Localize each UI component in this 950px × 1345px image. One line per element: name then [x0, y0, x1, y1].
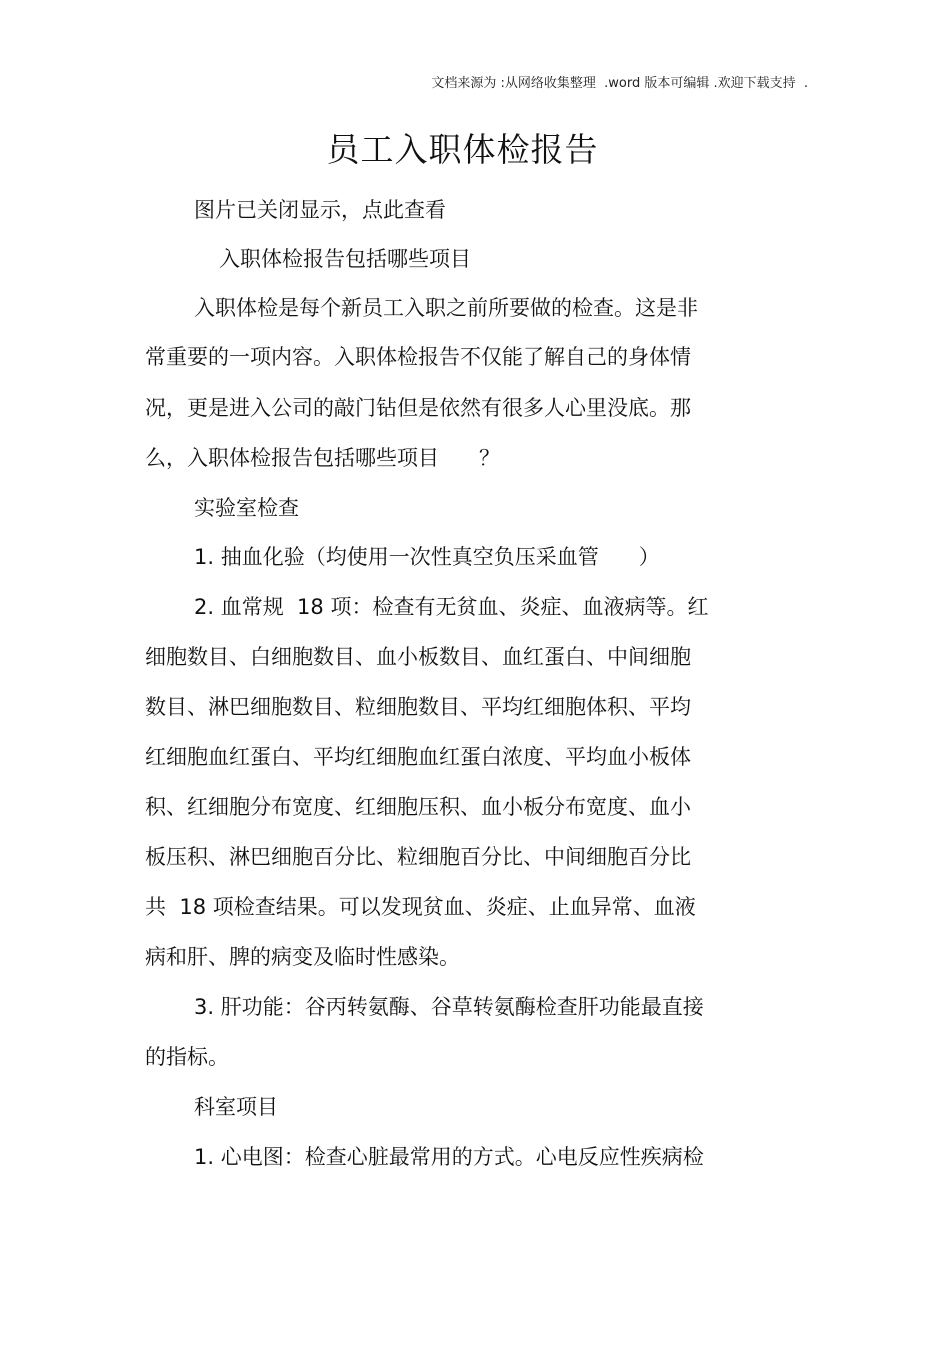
paragraph-line: 积、红细胞分布宽度、红细胞压积、血小板分布宽度、血小: [145, 795, 691, 819]
list-item: 1. 心电图：检查心脏最常用的方式。心电反应性疾病检: [194, 1145, 704, 1169]
paragraph-line: 况，更是进入公司的敲门钻但是依然有很多人心里没底。那: [145, 396, 691, 420]
list-item: 3. 肝功能：谷丙转氨酶、谷草转氨酶检查肝功能最直接: [194, 995, 704, 1019]
paragraph-line: 共 18 项检查结果。可以发现贫血、炎症、止血异常、血液: [145, 895, 696, 919]
paragraph-line: 细胞数目、白细胞数目、血小板数目、血红蛋白、中间细胞: [145, 645, 691, 669]
image-placeholder-link[interactable]: 图片已关闭显示，点此查看: [194, 198, 446, 222]
paragraph-line: 红细胞血红蛋白、平均红细胞血红蛋白浓度、平均血小板体: [145, 745, 691, 769]
paragraph-line: 么，入职体检报告包括哪些项目 ？: [145, 446, 501, 470]
paragraph-line: 入职体检是每个新员工入职之前所要做的检查。这是非: [194, 296, 698, 320]
paragraph-line: 病和肝、脾的病变及临时性感染。: [145, 945, 460, 969]
list-item: 2. 血常规 18 项：检查有无贫血、炎症、血液病等。红: [194, 595, 709, 619]
section-heading: 科室项目: [194, 1095, 278, 1119]
page-header-note: 文档来源为 :从网络收集整理 .word 版本可编辑 .欢迎下载支持 .: [431, 76, 808, 91]
list-item: 1. 抽血化验（均使用一次性真空负压采血管 ）: [194, 545, 660, 569]
document-title: 员工入职体检报告: [326, 130, 599, 169]
paragraph-line: 常重要的一项内容。入职体检报告不仅能了解自己的身体情: [145, 345, 691, 369]
paragraph-line: 的指标。: [145, 1045, 229, 1069]
section-heading: 实验室检查: [194, 496, 299, 520]
paragraph-line: 板压积、淋巴细胞百分比、粒细胞百分比、中间细胞百分比: [145, 845, 691, 869]
paragraph-line: 数目、淋巴细胞数目、粒细胞数目、平均红细胞体积、平均: [145, 695, 691, 719]
subheading: 入职体检报告包括哪些项目: [219, 247, 471, 271]
